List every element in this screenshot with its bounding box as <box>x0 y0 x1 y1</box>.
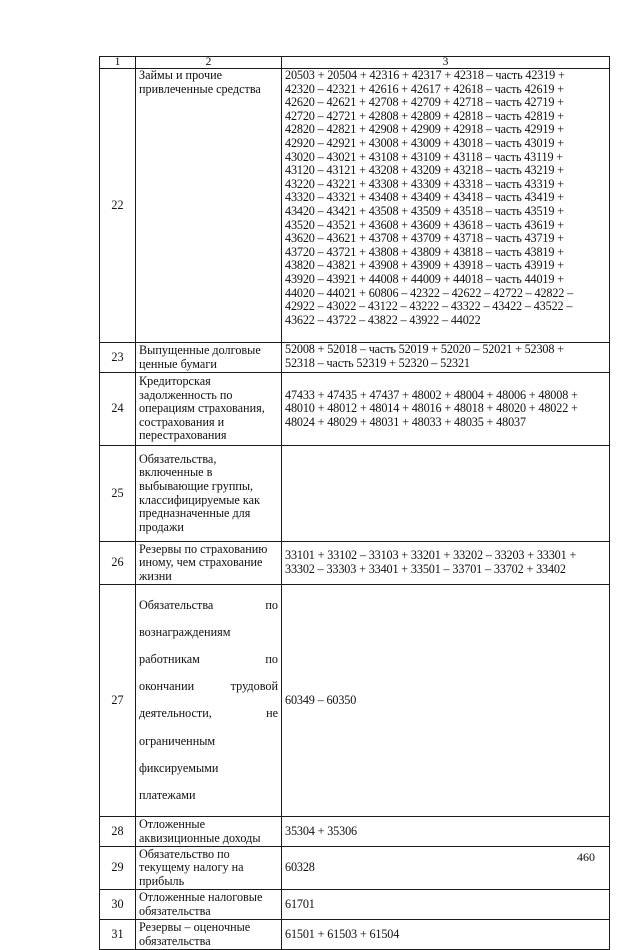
row-name: Займы и прочие привлеченные средства <box>136 69 282 343</box>
row-name-line: ограниченным <box>139 733 216 748</box>
row-name: Отложенные аквизиционные доходы <box>136 817 282 847</box>
row-accounts: 61701 <box>282 890 610 920</box>
row-number: 27 <box>100 585 136 817</box>
row-name-line: работникам по <box>139 651 278 666</box>
row-name: Обязательство по текущему налогу на прибыль <box>136 847 282 890</box>
row-name: Резервы по страхованию иному, чем страхование жизни <box>136 542 282 585</box>
row-accounts: 60328 <box>282 847 610 890</box>
header-cell-1: 1 <box>100 57 136 69</box>
table-row <box>100 542 610 585</box>
row-name: Кредиторская задолженность по операциям страхования, сострахования и перестрахования <box>136 373 282 446</box>
row-name-line: платежами <box>139 787 196 802</box>
header-cell-3: 3 <box>282 57 610 69</box>
row-name: Выпущенные долговые ценные бумаги <box>136 343 282 373</box>
row-accounts: 20503 + 20504 + 42316 + 42317 + 42318 – часть 42319 + 42320 – 42321 + 42616 + 42617 + 42618 – часть 42619 + 42620 – 42621 + 42708 + 42709 + 42718 – часть 42719 + 42720 – 42721 + 42808 + 42809 + 42818 – часть 42819 + 42820 – 42821 + 42908 + 42909 + 42918 – часть 42919 + 42920 – 42921 + 43008 + 43009 + 43018 – часть 43019 + 43020 – 43021 + 43108 + 43109 + 43118 – часть 43119 + 43120 – 43121 + 43208 + 43209 + 43218 – часть 43219 + 43220 – 43221 + 43308 + 43309 + 43318 – часть 43319 + 43320 – 43321 + 43408 + 43409 + 43418 – часть 43419 + 43420 – 43421 + 43508 + 43509 + 43518 – часть 43519 + 43520 – 43521 + 43608 + 43609 + 43618 – часть 43619 + 43620 – 43621 + 43708 + 43709 + 43718 – часть 43719 + 43720 – 43721 + 43808 + 43809 + 43818 – часть 43819 + 43820 – 43821 + 43908 + 43909 + 43918 – часть 43919 + 43920 – 43921 + 44008 + 44009 + 44018 – часть 44019 + 44020 – 44021 + 60806 – 42322 – 42622 – 42722 – 42822 – 42922 – 43022 – 43122 – 43222 – 43322 – 43422 – 43522 – 43622 – 43722 – 43822 – 43922 – 44022 <box>282 69 610 343</box>
table-row <box>100 847 610 890</box>
row-accounts: 52008 + 52018 – часть 52019 + 52020 – 52021 + 52308 + 52318 – часть 52319 + 52320 – 52321 <box>282 343 610 373</box>
row-name-justified <box>136 585 282 817</box>
row-name: Обязательства, включенные в выбывающие группы, классифицируемые как предназначенные для продажи <box>136 446 282 542</box>
row-number: 24 <box>100 373 136 446</box>
table-row <box>100 446 610 542</box>
row-number: 22 <box>100 69 136 343</box>
row-name: Отложенные налоговые обязательства <box>136 890 282 920</box>
row-accounts: 33101 + 33102 – 33103 + 33201 + 33202 – 33203 + 33301 + 33302 – 33303 + 33401 + 33501 – 33701 – 33702 + 33402 <box>282 542 610 585</box>
table-row <box>100 585 610 817</box>
row-number: 26 <box>100 542 136 585</box>
accounts-table <box>99 56 610 950</box>
table-row <box>100 343 610 373</box>
row-name-line: фиксируемыми <box>139 760 219 775</box>
page-number: 460 <box>577 850 595 864</box>
table-row <box>100 373 610 446</box>
row-number: 25 <box>100 446 136 542</box>
table-row <box>100 920 610 950</box>
table-row <box>100 69 610 343</box>
header-cell-2: 2 <box>136 57 282 69</box>
row-name-line: окончании трудовой <box>139 679 278 694</box>
row-number: 29 <box>100 847 136 890</box>
row-number: 23 <box>100 343 136 373</box>
row-name-line: вознаграждениям <box>139 624 231 639</box>
row-number: 30 <box>100 890 136 920</box>
row-name: Резервы – оценочные обязательства <box>136 920 282 950</box>
row-accounts: 61501 + 61503 + 61504 <box>282 920 610 950</box>
row-accounts: 47433 + 47435 + 47437 + 48002 + 48004 + 48006 + 48008 + 48010 + 48012 + 48014 + 48016 + 48018 + 48020 + 48022 + 48024 + 48029 + 48031 + 48033 + 48035 + 48037 <box>282 373 610 446</box>
row-accounts <box>282 446 610 542</box>
row-number: 31 <box>100 920 136 950</box>
table-row <box>100 817 610 847</box>
row-accounts: 35304 + 35306 <box>282 817 610 847</box>
row-number: 28 <box>100 817 136 847</box>
row-accounts: 60349 – 60350 <box>282 585 610 817</box>
table-header-row <box>100 57 610 69</box>
row-name-line: Обязательства по <box>139 597 278 612</box>
row-name-line: деятельности, не <box>139 706 278 721</box>
